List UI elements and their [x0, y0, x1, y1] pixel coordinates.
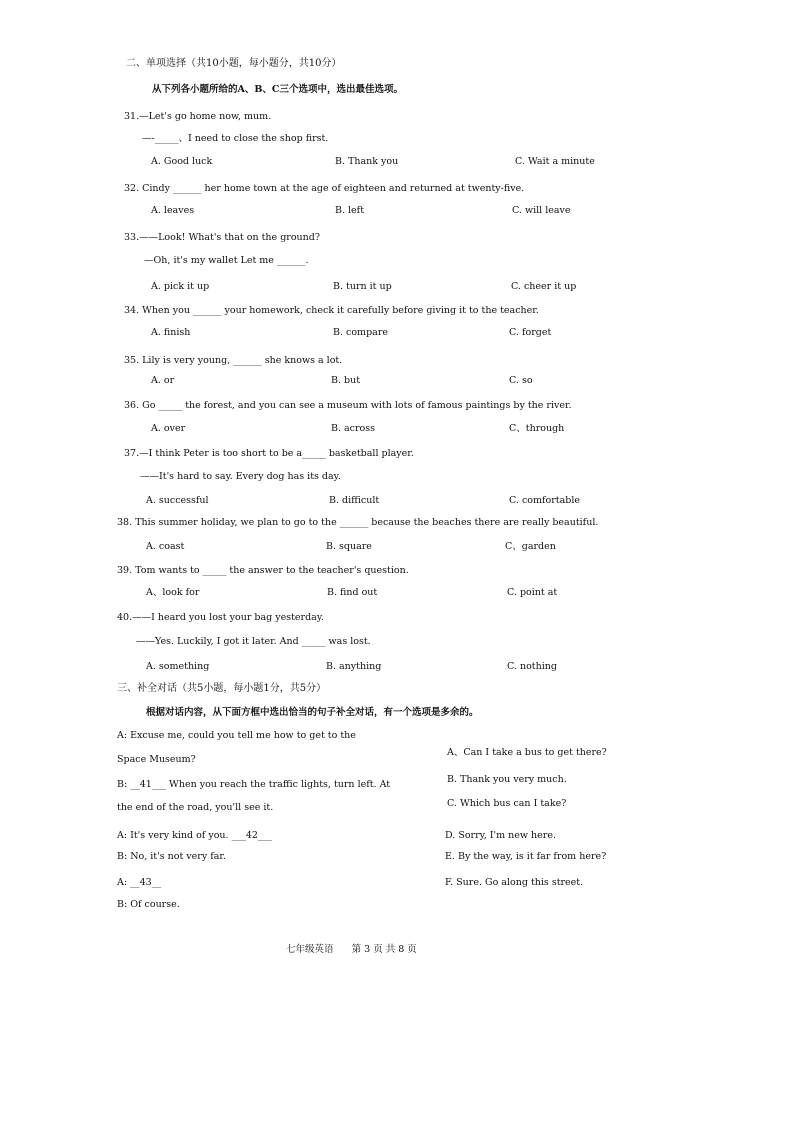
question-35-option-b: B. but	[331, 375, 361, 386]
question-34-option-b: B. compare	[333, 327, 388, 338]
dialogue-line-4: the end of the road, you'll see it.	[117, 802, 274, 813]
dialogue-option-d: D. Sorry, I'm new here.	[445, 830, 556, 841]
question-36-option-b: B. across	[331, 423, 376, 434]
question-37-option-b: B. difficult	[329, 495, 380, 506]
dialogue-line-8: B: Of course.	[117, 899, 180, 910]
question-39-option-b: B. find out	[327, 587, 378, 598]
question-38-stem-1: 38. This summer holiday, we plan to go to the ______ because the beaches there are really beautiful.	[117, 517, 599, 528]
dialogue-option-c: C. Which bus can I take?	[447, 798, 567, 809]
question-39-stem-1: 39. Tom wants to _____ the answer to the teacher's question.	[117, 565, 409, 576]
dialogue-line-2: Space Museum?	[117, 754, 196, 765]
question-31-stem-2: —-_____、I need to close the shop first.	[142, 133, 329, 144]
question-33-option-a: A. pick it up	[151, 281, 210, 292]
dialogue-line-3: B: __41___ When you reach the traffic lights, turn left. At	[117, 779, 391, 790]
dialogue-line-1: A: Excuse me, could you tell me how to get to the	[117, 730, 356, 741]
question-36-option-c: C、through	[509, 423, 565, 434]
page-footer: 七年级英语 第 3 页 共 8 页	[286, 944, 417, 955]
section2-title: 二、单项选择（共10小题，每小题分，共10分）	[126, 58, 342, 69]
question-38-option-c: C、garden	[505, 541, 556, 552]
question-40-stem-2: ——Yes. Luckily, I got it later. And _____ was lost.	[136, 636, 371, 647]
question-31-option-a: A. Good luck	[151, 156, 213, 167]
question-32-option-c: C. will leave	[512, 205, 571, 216]
question-34-stem-1: 34. When you ______ your homework, check it carefully before giving it to the teacher.	[124, 305, 539, 316]
section3-instruction: 根据对话内容，从下面方框中选出恰当的句子补全对话，有一个选项是多余的。	[146, 707, 479, 718]
question-35-option-c: C. so	[509, 375, 533, 386]
section3-title: 三、补全对话（共5小题，每小题1分，共5分）	[117, 683, 327, 694]
question-40-stem-1: 40.——I heard you lost your bag yesterday.	[117, 612, 324, 623]
question-37-stem-1: 37.—I think Peter is too short to be a_____ basketball player.	[124, 448, 414, 459]
question-34-option-a: A. finish	[151, 327, 191, 338]
question-36-option-a: A. over	[151, 423, 186, 434]
question-37-option-c: C. comfortable	[509, 495, 581, 506]
question-37-option-a: A. successful	[146, 495, 209, 506]
question-38-option-b: B. square	[326, 541, 372, 552]
dialogue-option-a: A、Can I take a bus to get there?	[447, 747, 607, 758]
question-33-stem-2: —Oh, it's my wallet Let me ______.	[144, 255, 309, 266]
dialogue-line-7: A: __43__	[117, 877, 162, 888]
dialogue-option-e: E. By the way, is it far from here?	[445, 851, 607, 862]
dialogue-option-b: B. Thank you very much.	[447, 774, 567, 785]
question-40-option-a: A. something	[146, 661, 210, 672]
question-33-option-c: C. cheer it up	[511, 281, 577, 292]
dialogue-line-5: A: It's very kind of you. ___42___	[117, 830, 273, 841]
question-34-option-c: C. forget	[509, 327, 552, 338]
question-35-option-a: A. or	[151, 375, 175, 386]
question-31-option-c: C. Wait a minute	[515, 156, 595, 167]
question-39-option-c: C. point at	[507, 587, 558, 598]
question-32-option-b: B. left	[335, 205, 365, 216]
dialogue-option-f: F. Sure. Go along this street.	[445, 877, 584, 888]
question-37-stem-2: ——It's hard to say. Every dog has its day.	[140, 471, 341, 482]
question-40-option-b: B. anything	[326, 661, 382, 672]
question-32-stem-1: 32. Cindy ______ her home town at the age of eighteen and returned at twenty-five.	[124, 183, 525, 194]
question-31-option-b: B. Thank you	[335, 156, 399, 167]
question-31-stem-1: 31.—Let's go home now, mum.	[124, 111, 272, 122]
question-33-stem-1: 33.——Look! What's that on the ground?	[124, 232, 320, 243]
question-39-option-a: A、look for	[146, 587, 200, 598]
question-33-option-b: B. turn it up	[333, 281, 392, 292]
question-32-option-a: A. leaves	[151, 205, 195, 216]
dialogue-line-6: B: No, it's not very far.	[117, 851, 226, 862]
question-36-stem-1: 36. Go _____ the forest, and you can see a museum with lots of famous paintings by the river.	[124, 400, 572, 411]
question-38-option-a: A. coast	[146, 541, 185, 552]
question-40-option-c: C. nothing	[507, 661, 557, 672]
question-35-stem-1: 35. Lily is very young, ______ she knows a lot.	[124, 355, 343, 366]
section2-instruction: 从下列各小题所给的A、B、C三个选项中，选出最佳选项。	[152, 84, 403, 95]
